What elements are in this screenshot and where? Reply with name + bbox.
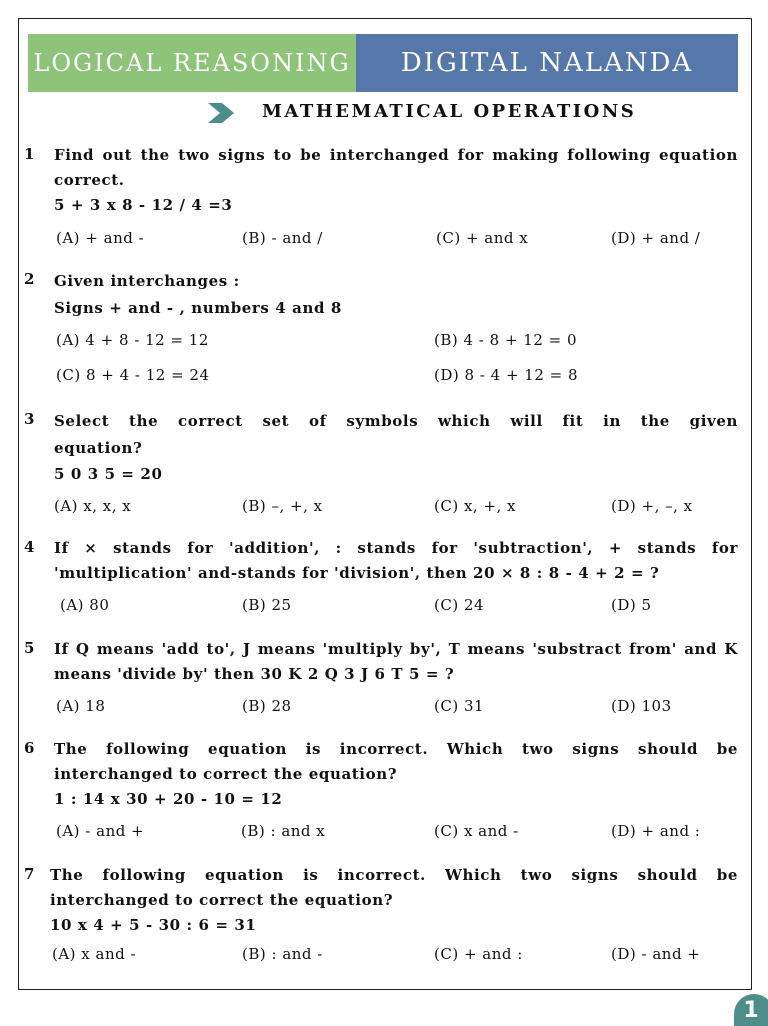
question-equation: 10 x 4 + 5 - 30 : 6 = 31	[50, 916, 257, 934]
question-text: Select the correct set of symbols which will fit in the given	[54, 412, 738, 430]
option-d[interactable]: (D) 5	[611, 596, 652, 614]
option-b[interactable]: (B) 28	[242, 697, 292, 715]
option-d[interactable]: (D) + and /	[611, 229, 701, 247]
chevron-right-icon	[208, 103, 234, 123]
question-text: Signs + and - , numbers 4 and 8	[54, 299, 342, 317]
option-d[interactable]: (D) - and +	[611, 945, 701, 963]
question-number: 5	[24, 639, 35, 657]
option-a[interactable]: (A) 80	[60, 596, 110, 614]
question-text: equation?	[54, 438, 143, 457]
option-c[interactable]: (C) + and :	[434, 945, 523, 963]
option-a[interactable]: (A) 18	[56, 697, 106, 715]
question-equation: 5 + 3 x 8 - 12 / 4 =3	[54, 196, 233, 214]
question-text: If × stands for 'addition', : stands for 'subtraction', + stands for	[54, 539, 738, 557]
question-text: means 'divide by' then 30 K 2 Q 3 J 6 T 5 = ?	[54, 665, 455, 683]
question-text: Find out the two signs to be interchanged for making following equation	[54, 146, 738, 164]
question-number: 1	[24, 145, 35, 163]
question-text: If Q means 'add to', J means 'multiply by', T means 'substract from' and K	[54, 640, 738, 658]
option-b[interactable]: (B) : and x	[241, 822, 326, 840]
option-a[interactable]: (A) x and -	[52, 945, 137, 963]
question-text: correct.	[54, 171, 125, 189]
option-a[interactable]: (A) 4 + 8 - 12 = 12	[56, 331, 209, 349]
section-title: MATHEMATICAL OPERATIONS	[262, 101, 637, 122]
option-c[interactable]: (C) + and x	[436, 229, 529, 247]
question-number: 2	[24, 270, 35, 288]
option-c[interactable]: (C) 24	[434, 596, 485, 614]
option-b[interactable]: (B) : and -	[242, 945, 323, 963]
question-text: Given interchanges :	[54, 272, 240, 290]
header-subject: LOGICAL REASONING	[28, 34, 356, 92]
question-number: 4	[24, 538, 35, 556]
option-d[interactable]: (D) 103	[611, 697, 672, 715]
option-a[interactable]: (A) + and -	[56, 229, 145, 247]
option-c[interactable]: (C) x and -	[434, 822, 519, 840]
option-d[interactable]: (D) + and :	[611, 822, 701, 840]
option-a[interactable]: (A) - and +	[56, 822, 145, 840]
option-b[interactable]: (B) - and /	[242, 229, 323, 247]
question-number: 7	[24, 865, 35, 883]
option-c[interactable]: (C) x, +, x	[434, 497, 517, 515]
section-heading	[0, 97, 768, 127]
option-b[interactable]: (B) 4 - 8 + 12 = 0	[434, 331, 578, 349]
option-c[interactable]: (C) 31	[434, 697, 485, 715]
option-d[interactable]: (D) +, –, x	[611, 497, 693, 515]
question-number: 6	[24, 739, 35, 757]
header-brand: DIGITAL NALANDA	[356, 34, 738, 92]
question-text: The following equation is incorrect. Which two signs should be	[50, 866, 738, 884]
option-b[interactable]: (B) 25	[242, 596, 292, 614]
question-text: The following equation is incorrect. Which two signs should be	[54, 740, 738, 758]
question-equation: 1 : 14 x 30 + 20 - 10 = 12	[54, 790, 283, 808]
question-equation: 5 0 3 5 = 20	[54, 465, 163, 483]
option-b[interactable]: (B) –, +, x	[242, 497, 323, 515]
option-a[interactable]: (A) x, x, x	[54, 497, 132, 515]
option-c[interactable]: (C) 8 + 4 - 12 = 24	[56, 366, 210, 384]
question-text: interchanged to correct the equation?	[54, 765, 398, 783]
question-number: 3	[24, 410, 35, 428]
page-number-badge: 1	[734, 994, 768, 1026]
option-d[interactable]: (D) 8 - 4 + 12 = 8	[434, 366, 579, 384]
question-text: 'multiplication' and-stands for 'division', then 20 × 8 : 8 - 4 + 2 = ?	[54, 564, 660, 582]
question-text: interchanged to correct the equation?	[50, 891, 394, 909]
